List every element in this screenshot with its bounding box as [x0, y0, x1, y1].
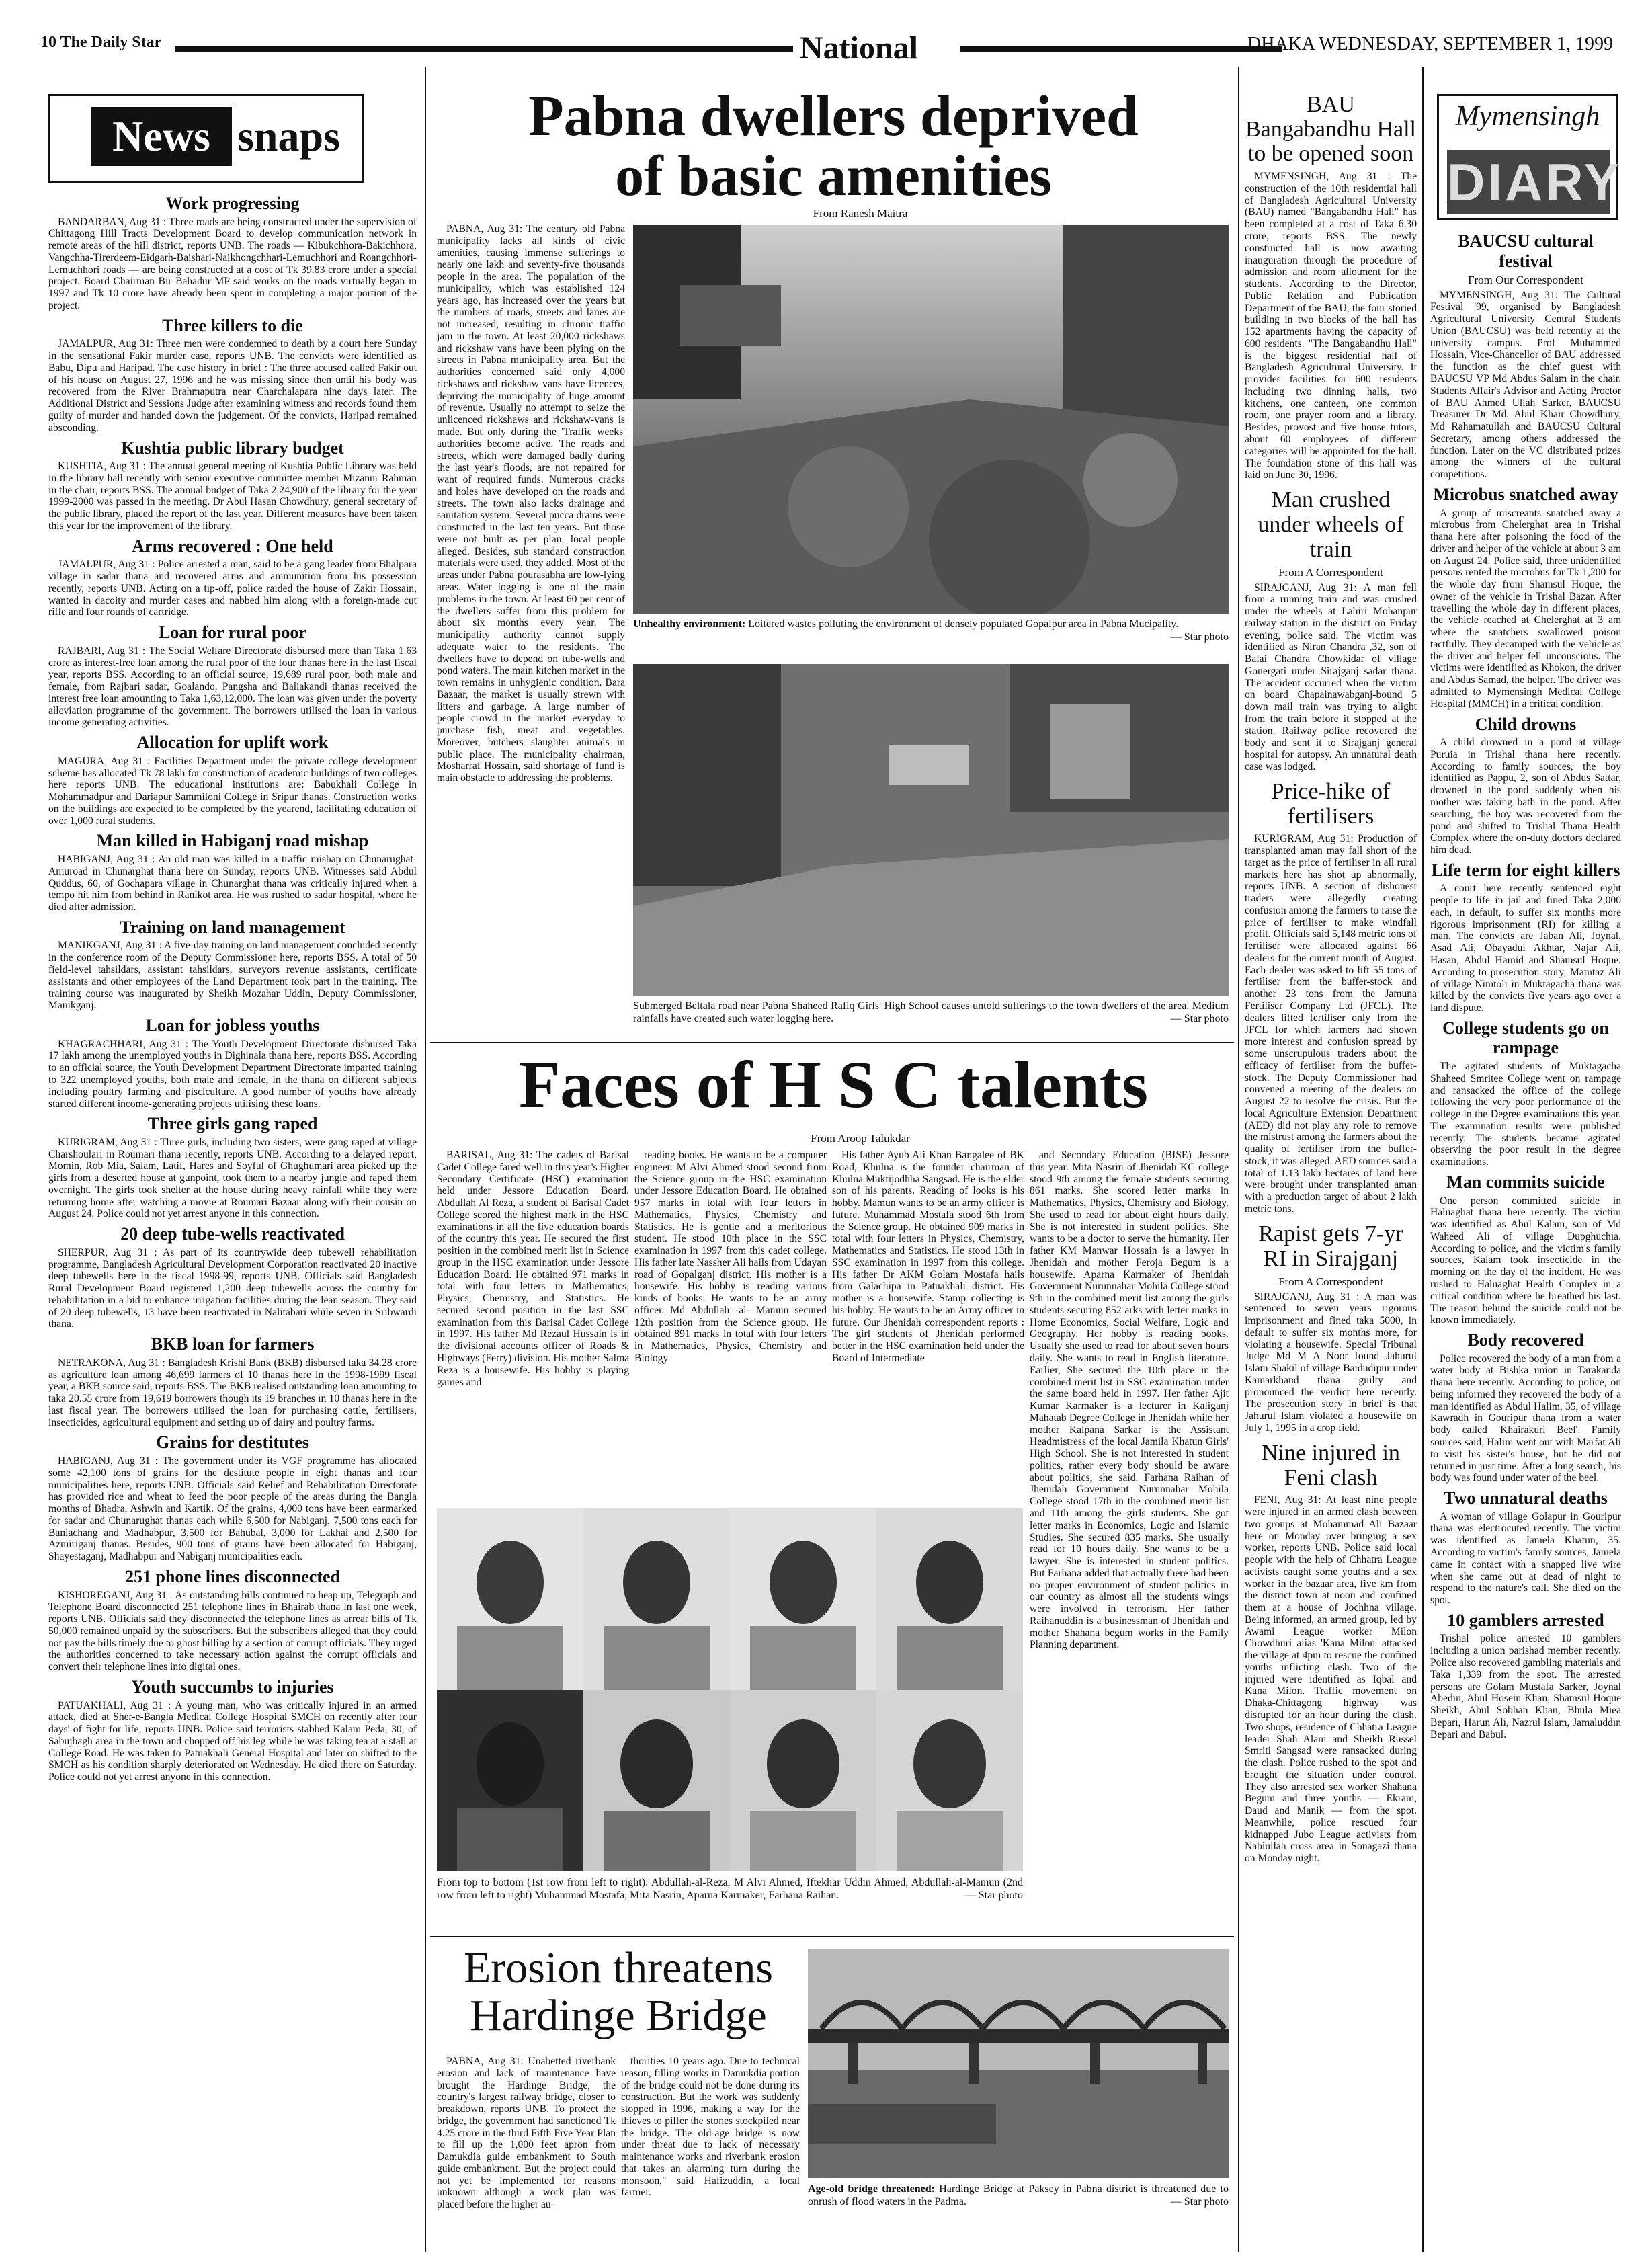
hsc-caption-text: From top to bottom (1st row from left to right): Abdullah-al-Reza, M Alvi Ahmed, Iftekhar Uddin Ahmed, Abdullah-al-Mamun (2nd row from left to right) Muhammad Mostafa, Mita Nasrin, Aparna Karmaker, Farhana Raihan.	[437, 1877, 1023, 1901]
flooded-photo-caption	[633, 1000, 1229, 1026]
regional-story-title: Nine injured in Feni clash	[1262, 1440, 1400, 1490]
newsnaps-story-text: KISHOREGANJ, Aug 31 : As outstanding bills continued to heap up, Telegraph and Telephone Board disconnected 251 telephone lines in Bhairab thana in last one week, reports UNB. Officials said they disconnected the telephone lines as arrear bills of Tk 50,000 remained unpaid by the subscribers. But the subscribers alleged that they could not pay the bills timely due to ghost billing by a section of corrupt officials. They urged the authorities concerned to take necessary action against the corrupt officials and convert their telephone lines into digital ones.	[48, 1589, 417, 1673]
newsnaps-story-text: MANIKGANJ, Aug 31 : A five-day training on land management concluded recently in the conference room of the Deputy Commissioner here, reports BSS. A total of 50 field-level tahsildars, assistant tahsildars, surveyors revenue assistants, certificate assistants and other employees of the Land Department took part in the training. The training course was inaugurated by Sheikh Mozahar Uddin, Deputy Commissioner, Manikganj.	[48, 940, 417, 1012]
flooded-caption-text: Submerged Beltala road near Pabna Shaheed Rafiq Girls' High School causes untold sufferings to the town dwellers of the area. Medium rainfalls have created such water logging here.	[633, 1000, 1229, 1024]
hsc-headline: Faces of H S C talents	[519, 1047, 1148, 1122]
newsnaps-story	[48, 438, 417, 532]
hsc-photo-caption	[437, 1877, 1023, 1902]
newsnaps-story	[48, 316, 417, 434]
newsnaps-logo-news: News	[91, 107, 232, 166]
erosion-headline	[437, 1944, 800, 2040]
newsnaps-story-title: Loan for rural poor	[159, 622, 306, 643]
section-rule	[430, 1936, 1234, 1937]
regional-story	[1245, 488, 1417, 773]
diary-story	[1430, 860, 1621, 1014]
newsnaps-story-text: JAMALPUR, Aug 31 : Police arrested a man, said to be a gang leader from Bhalpara village in sadar thana and recovered arms and ammunition from his possession recently, reports UNB. Acting on a tip-off, police raided the house of Zakir Hossain, wanted in dacoity and murder cases and nabbed him along with a foreign-made cut rifle and four rounds of cartridge.	[48, 559, 417, 618]
diary-story-title: Life term for eight killers	[1431, 860, 1620, 880]
newsnaps-story-text: HABIGANJ, Aug 31 : An old man was killed in a traffic mishap on Chunarughat-Amuroad in Chunarghat thana here on Sunday, reports UNB. Witnesses said Abdul Quddus, 60, of Gochapara village in Chunarghat thana was critically injured when a tempo hit him from behind in Ranikot area. He was rushed to sadar hospital, where he died after admission.	[48, 854, 417, 914]
regional-story-title: Price-hike of fertilisers	[1271, 778, 1391, 829]
masthead-rule-left	[175, 46, 793, 52]
diary-box-title: DIARY	[1447, 150, 1610, 214]
column-rule	[1238, 67, 1239, 2252]
newsnaps-story-text: KURIGRAM, Aug 31 : Three girls, including two sisters, were gang raped at village Charshoulari in Roumari thana recently, reports UNB. According to a delayed report, Momin, Rob Mia, Salam, Latif, Hares and Soyful of Ghughumari area picked up the girls from a deserted house at gunpoint, took them to a nearby jungle and raped them overnight. The girls took shelter at the house during heavy rainfall while they were returning home after watching a movie at Roumari Bazaar along with their cousin on August 24. Police could not yet arrest anyone in this connection.	[48, 1136, 417, 1220]
hsc-column-1	[437, 1149, 629, 1499]
erosion-column-2	[621, 2056, 800, 2246]
diary-story-text: A child drowned in a pond at village Puruia in Trishal thana here recently. According to family sources, the boy identified as Pappu, 2, son of Abdus Sattar, drowned in the pond suddenly when his mother was taking bath in the pond. After searching, the boy was recovered from the pond and shifted to Trishal Thana Health Complex where the on-duty doctors declared him dead.	[1430, 737, 1621, 856]
newsnaps-story-title: Work progressing	[165, 194, 300, 213]
column-rule	[425, 67, 426, 2252]
diary-story-title: Body recovered	[1467, 1330, 1584, 1350]
newsnaps-story-text: RAJBARI, Aug 31 : The Social Welfare Directorate disbursed more than Taka 1.63 crore as interest-free loan among the rural poor of the four thanas here in the last fiscal year, reports BSS. According to an official source, 19,689 rural poor, both male and female, from Rajbari sadar, Goalando, Pangsha and Baliakandi thanas received the interest free loan amounting to Taka 1,63,12,000. The loan was given under the poverty alleviation programme of the government. The borrowers utilised the loan in various income generating activities.	[48, 645, 417, 729]
diary-story-text: The agitated students of Muktagacha Shaheed Smritee College went on rampage and ransacked the office of the college following the very poor performance of the college in the Degree examinations this year. The examination results were published recently. The students became agitated observing the poor result in the degree examinations.	[1430, 1061, 1621, 1168]
newsnaps-story-title: Kushtia public library budget	[121, 438, 344, 458]
newsnaps-story-title: 251 phone lines disconnected	[125, 1566, 340, 1586]
newsnaps-story	[48, 918, 417, 1012]
newsnaps-story-text: KHAGRACHHARI, Aug 31 : The Youth Development Directorate disbursed Taka 17 lakh among the unemployed youths in Dighinala thana here, reports BSS. According to an official source, the Youth Development Department Directorate imparted training to 322 unemployed youths, both male and female, in the thana on different subjects including poultry farming and pisciculture. A good number of youths have already started different income-generating projects utilising these loans.	[48, 1038, 417, 1110]
newsnaps-story-title: Training on land management	[120, 917, 345, 937]
diary-story-text: Police recovered the body of a man from a water body at Bishka union in Tarakanda thana here recently. According to police, on being informed they recovered the body of a man identified as Abdul Halim, 35, of village Kawradh in Gouripur thana from a water body called 'Khairakuri Beel'. Family sources said, Halim went out with Marfat Ali to visit his sister's house, but he did not returned in just time. After a long search, his body was found under water of the beel.	[1430, 1352, 1621, 1484]
garbage-photo-caption	[633, 618, 1229, 644]
newsnaps-story-text: NETRAKONA, Aug 31 : Bangladesh Krishi Bank (BKB) disbursed taka 34.28 crore as agriculture loan among 46,699 farmers of 10 thanas here in the 1998-1999 fiscal year, a BKB source said, reports BSS. The BKB realised outstanding loan amounting to taka 20.55 crore from 19,619 borrowers though its 19 branches in 10 thanas here in the last fiscal year. The borrowers utilised the loan for purchasing cattle, fertilisers, insecticides, agricultural equipment and setting up of dairy and poultry farms.	[48, 1356, 417, 1428]
hsc-col1-text: BARISAL, Aug 31: The cadets of Barisal Cadet College fared well in this year's Higher Secondary Certificate (HSC) examination held under Jessore Education Board. Abdullah Al Reza, a student of Barisal Cadet College scored the highest mark in the HSC examinations in all the five education boards of the country this year. He secured the first position in the combined merit list in Science group in the HSC examination under Jessore Education Board. He obtained 971 marks in total with four letters in Mathematics, Physics, Chemistry, and Statistics. He secured second position in the last SSC examination from this Barisal Cadet College in 1997. His father Md Rezaul Hussain is in the divisional accounts officer of Roads & Highways (Ferry) division. His mother Salma Reza is a housewife. His hobby is playing games and	[437, 1149, 629, 1388]
portrait-muhammad-mostafa	[437, 1690, 583, 1871]
diary-story-text: One person committed suicide in Haluaghat thana here recently. The victim was identified as Abul Kalam, son of Md Waheed Ali of village Dupghuchia. According to police, and the victim's family sources, Kalam took insecticide in the morning on the day of the incident. He was rushed to Haluaghat Health Complex in a critical condition where he breathed his last. The reason behind the suicide could not be known immediately.	[1430, 1194, 1621, 1326]
diary-story	[1430, 1488, 1621, 1607]
newsnaps-story-text: MAGURA, Aug 31 : Facilities Department under the private college development scheme has allocated Tk 78 lakh for construction of academic buildings of two colleges here reports UNB. The educational institutions are: Babukhali College in Mohammadpur and Dariapur Sammiloni College in Sripur thanas. Construction works on the buildings are expected to be completed by the yearend, facilitating education of over 1,000 rural students.	[48, 755, 417, 827]
regional-story-text: SIRAJGANJ, Aug 31 : A man was sentenced to seven years rigorous imprisonment and fined taka 5000, in default to suffer six months more, for violating a housewife. Special Tribunal Judge Md M A Noor found Jahurul Islam Shakil of village Baidudipur under Kamarkhand thana guilty and pronounced the verdict here recently. The prosecution story in brief is that Jahurul Islam violated a housewife on July 1, 1995 in a crop field.	[1245, 1291, 1417, 1434]
newsnaps-story-title: Allocation for uplift work	[136, 733, 329, 753]
newsnaps-story-title: Loan for jobless youths	[145, 1016, 320, 1036]
portrait-farhana-raihan	[876, 1690, 1023, 1871]
regional-story-title: Rapist gets 7-yr RI in Sirajganj	[1258, 1221, 1403, 1271]
hsc-col2-text: reading books. He wants to be a computer engineer. M Alvi Ahmed stood second from the Science group in the HSC examination under Jessore Education Board. He obtained 957 marks in total with four letters in Mathematics, Physics, Chemistry and Statistics. He is gentle and a meritorious student. He stood 10th place in the SSC examination in 1997 from this cadet college. His father late Nassher Ali hails from Udayan road of Gopalganj district. His mother is a housewife. His hobby is reading various kinds of books. He wants to be an army officer. Md Abdullah -al- Mamun secured 12th position from the Science group. He obtained 891 marks in total with four letters in Mathematics, Physics, Chemistry and Biology	[634, 1149, 827, 1365]
diary-story-text: A woman of village Golapur in Gouripur thana was electrocuted recently. The victim was identified as Jamela Khatun, 35. According to victim's family sources, Jamela came in contact with a snapped live wire when she came out at dead of night to respond to the nature's call. She died on the spot.	[1430, 1510, 1621, 1607]
diary-story	[1430, 715, 1621, 856]
column-rule	[1422, 67, 1424, 2252]
diary-story-text: Trishal police arrested 10 gamblers including a union parishad member recently. Police also recovered gambling materials and Taka 1,339 from the spot. The arrested persons are Golam Mustafa Sarker, Joynal Abedin, Abul Hosein Khan, Shamsul Hoque Sheikh, Abul Sobhan Khan, Bhula Miea Bepari, Harun Ali, Nazrul Islam, Jamaluddin Bepari and Babul.	[1430, 1633, 1621, 1740]
erosion-col2-text: thorities 10 years ago. Due to technical reason, filling works in Damukdia portion of the bridge could not be done during its construction. But the work was suddenly stopped in 1996, making a way for the thieves to pilfer the stones stockpiled near the bridge. The old-age bridge is now under threat due to lack of necessary maintenance works and riverbank erosion that takes an alarming turn during the monsoon," said Hafizuddin, a local farmer.	[621, 2056, 800, 2199]
newsnaps-story	[48, 1114, 417, 1220]
diary-story-text: MYMENSINGH, Aug 31: The Cultural Festival '99, organised by Bangladesh Agricultural University Central Students Union (BAUCSU) was held recently at the university campus. Prof Muhammed Hossain, Vice-Chancellor of BAU addressed the function as the chief guest with BAUCSU VP Md Abdus Salam in the chair. Students Affair's Advisor and Acting Proctor of BAU Ahmed Ullah Sarker, BAUCSU Treasurer Dr Md. Abul Khair Chowdhury, Md Rahamatullah and BAUCSU Cultural Secretary, among others addressed the function. Later on the VC distributed prizes among the winners of the cultural competitions.	[1430, 289, 1621, 481]
newsnaps-story	[48, 733, 417, 827]
mymensingh-diary-column	[1430, 227, 1621, 2246]
regional-story-byline: From A Correspondent	[1278, 566, 1383, 579]
portrait-mita-nasrin	[583, 1690, 730, 1871]
newsnaps-story-title: Arms recovered : One held	[132, 536, 333, 556]
newsnaps-story-text: JAMALPUR, Aug 31: Three men were condemned to death by a court here Sunday in the sensational Fakir murder case, reports UNB. The convicts were identified as Babu, Dipu and Haripad. The case history in brief : The three accused called Fakir out of his house on August 27, 1996 and he was missing since then until his body was recovered from the River Brahmaputra near Charchalapara nine days later. The Additional District and Sessions Judge after examining witness and records found them guilty of murder and handed down the judgement. Of the convicts, Haripad remained absconding.	[48, 338, 417, 434]
newsnaps-story-text: BANDARBAN, Aug 31 : Three roads are being constructed under the supervision of Chittagong Hill Tracts Development Board to develop communication network in remote areas of the hill district, reports UNB. The roads — Kibukchhora-Bakichhora, Vangchha-Tirerdeem-Eidgarh-Baishari-Naikhongchhari-Lemuchhori and Roangchhori-Lemuchhori roads — are being constructed at a cost of Tk 39.83 crore under a special project. Board Chairman Bir Bahadur MP said works on the roads virtually began in 1997 and Tk 10 crore have already been spent in completing a major portion of the project.	[48, 216, 417, 311]
diary-story	[1430, 1330, 1621, 1484]
garbage-photo-credit: — Star photo	[1170, 631, 1229, 643]
erosion-headline-line2: Hardinge Bridge	[470, 1991, 767, 2041]
hardinge-caption-lead: Age-old bridge threatened:	[808, 2183, 935, 2195]
regional-story-text: SIRAJGANJ, Aug 31: A man fell from a running train and was crushed under the wheels at Lahiri Mohanpur railway station in the district on Friday evening, police said. The victim was identified as Niran Chandra ,32, son of Balai Chandra Chowkidar of village Gonergati under Sirajganj sadar thana. The accident occurred when the victim on board Chapainawabganj-bound 5 down mail train was trying to alight from the train before it stopped at the station. Railway police recovered the body and sent it to Sirajganj general hospital for autopsy. An unnatural death case was lodged.	[1245, 581, 1417, 773]
newsnaps-story	[48, 194, 417, 312]
masthead	[40, 30, 1613, 66]
regional-story	[1245, 1222, 1417, 1434]
diary-story	[1430, 485, 1621, 711]
newsnaps-story-title: Grains for destitutes	[156, 1432, 309, 1453]
regional-story-text: MYMENSINGH, Aug 31 : The construction of the 10th residential hall of Bangladesh Agricultural University (BAU) named "Bangabandhu Hall" has been completed at a cost of Taka 6.30 crore, reports BSS. The newly constructed hall is now awaiting inauguration through the procedure of admission and room allotment for the students. According to the Director, Public Relation and Publication Department of the BAU, the four storied building in two blocks of the hall has 152 apartments having the capacity of 600 residents. "The Bangabandhu Hall" is the biggest residential hall of Bangladesh Agricultural University. It provides facilities for 600 residents including two dinning halls, two kitchens, one canteen, one common room, one prayer room and a library. Besides, provost and five house tutors, about 60 employees of different categories will be appointed for the hall. The foundation stone of this hall was laid on June 30, 1996.	[1245, 171, 1417, 481]
diary-story-title: BAUCSU cultural festival	[1458, 231, 1594, 271]
portrait-abdullah-al-reza	[437, 1508, 583, 1690]
regional-story-title: Man crushed under wheels of train	[1258, 487, 1404, 562]
newsnaps-story-title: Three killers to die	[162, 315, 303, 335]
garbage-street-photo	[633, 225, 1229, 614]
portrait-m-alvi-ahmed	[583, 1508, 730, 1690]
hardinge-photo-credit: — Star photo	[1170, 2195, 1229, 2208]
hsc-col3-text: His father Ayub Ali Khan Bangalee of BK Road, Khulna is the founder chairman of Khulna Muktijodhha Sangsad. He is the elder son of his parents. Reading of looks is his hobby. Mamun wants to be an army officer is future. Muhammad Mostafa stood 6th from the Science group. He obtained 909 marks in total with four letters in Physics, Chemistry, Mathematics and Statistics. He stood 13th in SSC examination in 1997 from this college. His father Dr AKM Golam Mostafa hails from Galachipa in Patuakhali district. His mother is a housewife. Stamp collecting is his hobby. He wants to be an Army officer in future. Our Jhenidah correspondent reports : The girl students of Jhenidah performed better in the HSC examination held under the Board of Intermediate	[832, 1149, 1024, 1365]
erosion-column-1	[437, 2056, 616, 2246]
newsnaps-story	[48, 1432, 417, 1563]
pabna-body-text: PABNA, Aug 31: The century old Pabna municipality lacks all kinds of civic amenities, causing immense sufferings to nearly one lakh and seventy-five thousands people in the area. The population of the municipality, which was established 124 years ago, has increased over the years but the numbers of roads, streets and lanes are not increased, resulting in chronic traffic jam in the town. At least 20,000 rickshaws and rickshaw vans have been plying on the streets in Pabna municipality area. But the authorities concerned said only 4,000 rickshaws and rickshaw vans have licences, depriving the municipality of huge amount of revenue. Usually no attempt to seize the unlicenced rickshaws and rickshaw-vans is made. But only during the 'Traffic weeks' authorities become active. The roads and streets, which were damaged badly during the last year's floods, are not repaired for want of required funds. Numerous cracks and holes have developed on the roads and streets. The town also lacks drainage and sanitation system. Several pucca drains were constructed in the last ten years. But those were not built as per plan, local people alleged. Besides, sub standard construction materials were used, they added. Most of the areas under Pabna pourasabha are low-lying areas. Water logging is one of the main problems in the town. At least 60 per cent of the dwellers suffer from this problem for about six months every year. The municipality authority cannot supply adequate water to the residents. The dwellers have to depend on tube-wells and pond waters. The main kitchen market in the town remains in unhygienic condition. Bara Bazaar, the market is usually strewn with litters and garbage. A large number of people crowd in the market everyday to purchase fish, meat and vegetables. Moreover, butchers slaughter animals in public place. The municipality chairman, Mosharraf Hossain, said shortage of fund is main obstacle to addressing the problems.	[437, 223, 625, 784]
pabna-headline-line2: of basic amenities	[615, 143, 1052, 208]
masthead-rule-right	[960, 46, 1282, 52]
page-marker: 10 The Daily Star	[40, 34, 162, 51]
newsnaps-story-text: PATUAKHALI, Aug 31 : A young man, who was critically injured in an armed attack, died at Sher-e-Bangla Medical College Hospital SMCH on recently after four days' of fight for life, reports UNB. Police said terrorists stabbed Kalam Peda, 30, of Sabujbagh area in the town and chopped off his leg while he was taking tea at a stall at College Road. He was taken to Patuakhali General Hospital and later on shifted to the SMCH as his condition sharply deteriorated on Wednesday. He died there on Saturday. Police could not yet arrest anyone in this connection.	[48, 1699, 417, 1783]
diary-story-text: A court here recently sentenced eight people to life in jail and fined Taka 2,000 each, in default, to suffer six months more rigorous imprisonment (RI) for killing a man. The convicts are Jaban Ali, Joynal, Asad Ali, Obayadul Akhtar, Najar Ali, Hasan, Abdul Hamid and Shamsul Hoque. According to prosecution story, Mamtaz Ali of village Nimtoli in Muktagacha thana was killed by the convicts five years ago over a land dispute.	[1430, 883, 1621, 1014]
regional-story	[1245, 93, 1417, 481]
newsnaps-story-title: Youth succumbs to injuries	[131, 1676, 334, 1697]
hsc-photo-credit: — Star photo	[964, 1889, 1023, 1901]
hsc-portraits-photo	[437, 1508, 1023, 1871]
dateline: DHAKA WEDNESDAY, SEPTEMBER 1, 1999	[1247, 34, 1613, 54]
diary-story	[1430, 1018, 1621, 1168]
diary-story-text: A group of miscreants snatched away a microbus from Chelerghat area in Trishal thana here after poisoning the food of the driver and helper of the vehicle at about 3 am on August 24. Police said, three unidentified persons rented the microbus for Tk 1,200 for the whole day from Shamsul Hoque, the owner of the vehicle in Trishal Bazar. After travelling the whole day in different places, the vehicle reached at Chelerghat at 3 am where the snatchers swallowed poison tactfully. They decamped with the vehicle as the driver and helper fell unconscious. The victims were identified as Khokon, the driver and Abdus Samad, the helper. The driver was admitted to Mymensingh Medical College Hospital (MMCH) in a critical condition.	[1430, 507, 1621, 710]
garbage-caption-lead: Unhealthy environment:	[633, 618, 746, 630]
newsnaps-story-title: 20 deep tube-wells reactivated	[120, 1224, 345, 1244]
newsnaps-story	[48, 1016, 417, 1110]
regional-story	[1245, 780, 1417, 1215]
diary-story-title: 10 gamblers arrested	[1447, 1610, 1604, 1630]
section-title: National	[800, 30, 919, 66]
regional-news-column	[1245, 86, 1417, 2246]
newsnaps-story	[48, 536, 417, 618]
portrait-iftekhar-uddin-ahmed	[730, 1508, 876, 1690]
newsnaps-logo	[48, 94, 364, 183]
pabna-body	[437, 223, 625, 1032]
newsnaps-logo-snaps: snaps	[237, 112, 340, 160]
hardinge-photo-caption	[808, 2183, 1229, 2209]
mymensingh-diary-logo	[1437, 94, 1622, 220]
pabna-headline	[437, 83, 1230, 208]
newsnaps-story	[48, 831, 417, 913]
pabna-headline-line1: Pabna dwellers deprived	[528, 83, 1139, 148]
diary-story-title: Two unnatural deaths	[1444, 1488, 1608, 1508]
newsnaps-story-text: HABIGANJ, Aug 31 : The government under its VGF programme has allocated some 42,100 tons of grains for the destitute people in eight thanas and four municipalities here, reports UNB. Officials said Relief and Rehabilitation Directorate has provided rice and wheat to feed the poor people of the areas during the Bangla months of Bhadra, Ashwin and Kartik. Of the grains, 4,000 tons have been earmarked for sadar and Chunarughat thanas each while 6,500 for Nabiganj, 7,500 tons each for Baniachang and Madhabpur, 3,500 for Bahubal, 3,000 for Lakhai and 2,500 for Azmiriganj thanas. Besides, 900 tons of grains have been allocated for Habiganj, Shayestaganj, Madhabpur and Nabiganj municipalities each.	[48, 1455, 417, 1563]
newsnaps-story-title: BKB loan for farmers	[151, 1334, 315, 1354]
newsnaps-story	[48, 622, 417, 729]
newsnaps-story	[48, 1224, 417, 1330]
newsnaps-story-text: SHERPUR, Aug 31 : As part of its countrywide deep tubewell rehabilitation programme, Bangladesh Agricultural Development Corporation reactivated 20 inactive deep tubewells here in the fiscal 1998-99, reports UNB. Officials said Bangladesh Rural Development Board registered 1,200 deep tubewells across the country for rehabilitation in a bid to enhance irrigation facilities during the lean season. They said of 20 deep tubewells, 13 have been reactivated in Nalitabari while seven in Sribwardi thana.	[48, 1246, 417, 1330]
newsnaps-story	[48, 1334, 417, 1428]
diary-story-byline: From Our Correspondent	[1468, 274, 1583, 287]
hsc-column-4	[1030, 1149, 1229, 1929]
regional-story-text: FENI, Aug 31: At least nine people were injured in an armed clash between two groups at Mohammad Ali Bazaar here on Monday over bringing a sex worker, reports UNB. Police said local people with the help of Chhatra League activists caught some youths and a sex worker in the bazaar area, five km from the district town at noon and confined them at a house of Jochhna village. Being informed, an armed group, led by Awami League worker Milon Chowdhuri alias 'Kana Milon' attacked the village at 4pm to rescue the confined youths inflicting clash. Two of the injured were identified as Iqbal and Kana Milon. Traffic movement on Dhaka-Chittagong highway was disrupted for an hour during the clash. Two shops, residence of Chhatra League leader Shah Alam and Sheikh Russel Smriti Sangsad were ransacked during the clash. Police rushed to the spot and brought the situation under control. They also arrested sex worker Shahana Begum and three youths — Ekram, Daud and Manik — from the spot. Meanwhile, police rescued four kidnapped Jubo League activists from Nabiullah cross area in Sonagazi thana on Monday night.	[1245, 1494, 1417, 1865]
portrait-abdullah-al-mamun	[876, 1508, 1023, 1690]
newsnaps-story-title: Man killed in Habiganj road mishap	[96, 831, 369, 851]
newsnaps-story	[48, 1677, 417, 1783]
diary-script-title: Mymensingh	[1455, 101, 1600, 132]
newsnaps-story-title: Three girls gang raped	[147, 1114, 318, 1134]
newsnaps-story-text: KUSHTIA, Aug 31 : The annual general meeting of Kushtia Public Library was held in the library hall recently with senior executive committee member Mizanur Rahman in the chair, reports BSS. The annual budget of Taka 2,24,900 of the library for the year 1999-2000 was passed in the meeting. Dr Abul Hasan Chowdhury, general secretary of the public library, placed the report of the last year. Different measures have been taken this year for the improvement of the library.	[48, 460, 417, 532]
garbage-caption-text: Loitered wastes polluting the environment of densely populated Gopalpur area in Pabna Mucipality.	[748, 618, 1179, 630]
hardinge-bridge-photo	[808, 1949, 1229, 2178]
regional-story-byline: From A Correspondent	[1278, 1275, 1383, 1289]
erosion-headline-line1: Erosion threatens	[463, 1943, 774, 1992]
regional-story-title: BAU Bangabandhu Hall to be opened soon	[1245, 92, 1416, 167]
pabna-byline: From Ranesh Maitra	[813, 207, 908, 220]
regional-story-text: KURIGRAM, Aug 31: Production of transplanted aman may fall short of the target as the price of fertiliser in all rural markets here has shot up abnormally, reports UNB. A section of dishonest traders were allegedly creating confusion among the farmers to raise the price of fertiliser to make windfall profit. Officials said 5,148 metric tons of fertiliser were allocated against 66 dealers for the current month of August. Each dealer was asked to lift 55 tons of fertiliser from the buffer-stock and another 23 tons from the Jamuna Fertiliser Company Ltd (JFCL). The dealers lifted fertiliser only from the JFCL for which farmers had shown more interest and confusion spread by some unscrupulous traders about the efficacy of fertiliser from the buffer-stock. The Deputy Commissioner had convened a meeting of the dealers on August 22 to resolve the crisis. But the local Agriculture Extension Department (AED) did not play any role to remove the mistrust among the farmers about the quality of fertiliser from the buffer-stock, it was alleged. AED sources said a total of 1.13 lakh hectares of land here were brought under transplanted aman with a production target of about 2 lakh metric tons.	[1245, 833, 1417, 1215]
diary-story-title: College students go on rampage	[1442, 1018, 1609, 1058]
regional-story	[1245, 1441, 1417, 1865]
erosion-col1-text: PABNA, Aug 31: Unabetted riverbank erosion and lack of maintenance have brought the Hardinge Bridge, the country's largest railway bridge, closer to breakdown, reports UNB. To protect the bridge, the government had sanctioned Tk 4.25 crore in the third Fifth Five Year Plan to fill up the 1,000 feet apron from Damukdia guide embankment to South guide embankment. But the project could not yet be implemented for reasons unknown although a work plan was placed before the higher au-	[437, 2056, 616, 2211]
diary-story-title: Microbus snatched away	[1433, 484, 1618, 504]
diary-story-title: Child drowns	[1475, 714, 1577, 734]
diary-story	[1430, 1172, 1621, 1326]
hsc-byline: From Aroop Talukdar	[811, 1132, 910, 1145]
flooded-road-photo	[633, 664, 1229, 996]
diary-story	[1430, 231, 1621, 481]
diary-story	[1430, 1611, 1621, 1741]
diary-story-title: Man commits suicide	[1446, 1172, 1605, 1192]
portrait-aparna-karmaker	[730, 1690, 876, 1871]
section-rule	[430, 1042, 1234, 1043]
newsnaps-story	[48, 1567, 417, 1673]
hardinge-caption-text: Hardinge Bridge at Paksey in Pabna district is threatened due to onrush of flood waters in the Padma.	[808, 2183, 1229, 2208]
hsc-column-2	[634, 1149, 827, 1499]
hsc-column-3	[832, 1149, 1024, 1499]
newsnaps-column	[48, 190, 417, 2246]
hsc-col4-text: and Secondary Education (BISE) Jessore this year. Mita Nasrin of Jhenidah KC college stood 9th among the female students securing 861 marks. She scored letter marks in Mathematics, Physics, Chemistry and Biology. She used to read for about eight hours daily. She is not interested in student politics. She wants to be a doctor to serve the humanity. Her father KM Manwar Hossain is a lawyer in Jhenidah and mother Feroja Begum is a housewife. Aparna Karmaker of Jhenidah Government Nurunnahar Mohila College stood 9th in the combined merit list among the girls students securing 852 arks with letter marks in Home Economics, Social Welfare, Logic and Geography. Her hobby is reading books. Usually she used to read for about seven hours daily. She wants to read in English literature. Earlier, She secured the 10th place in the combined merit list in SSC examination under the same board held in 1997. Her father Ajit Kumar Karmaker is a lecturer in Kaliganj Mahatab Degree College in Jhenidah while her mother Kalpana Sarkar is the Assistant Headmistress of the local Jamila Khatun Girls' High School. She is not interested in student politics, rather every body should be aware about politics, she said. Farhana Raihan of Jhenidah Government Nurunnahar Mohila College stood 17th in the combined merit list and 11th among the girls students. She got letter marks in Economics, Logic and Islamic Studies. She secured 835 marks. She usually read for 10 hours daily. She wants to be a lawyer. She is interested in student politics. But Farhana added that actually there had been no proper environment of student politics in our country as almost all the students wings were involved in terrorism. Her father Raihanuddin is a businessman of Jhenidah and mother Shahana begum works in the Family Planning department.	[1030, 1149, 1229, 1651]
flooded-photo-credit: — Star photo	[1170, 1012, 1229, 1024]
